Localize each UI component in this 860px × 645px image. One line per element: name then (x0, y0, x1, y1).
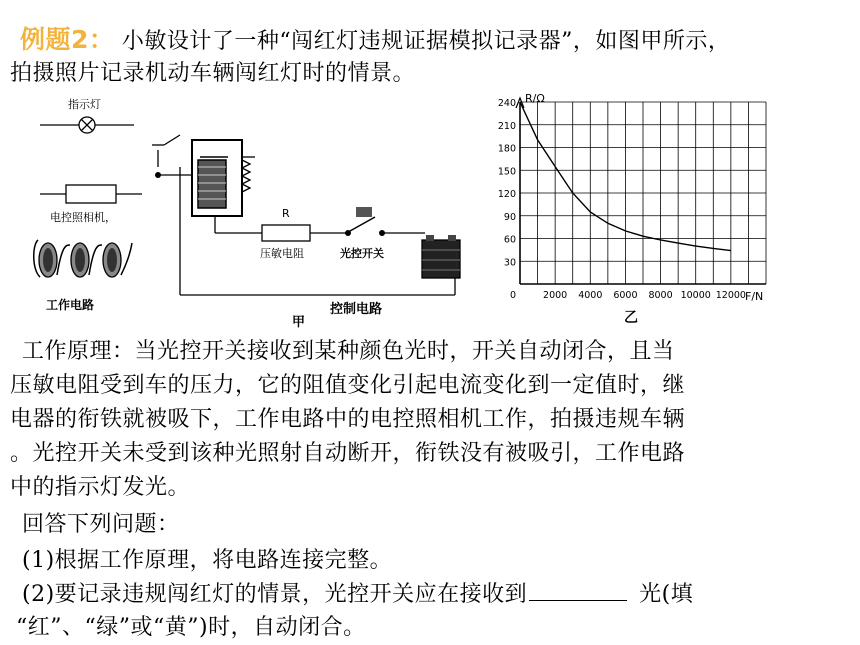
circuit-diagram (30, 95, 500, 330)
relay-symbol (152, 135, 255, 216)
control-circuit-label: 控制电路 (330, 302, 383, 317)
chart-x-label: F/N (745, 290, 764, 303)
question-intro-text: 小敏设计了一种“闯红灯违规证据模拟记录器”，如图甲所示， (121, 29, 731, 54)
x-tick-label: 10000 (680, 290, 711, 301)
x-tick-label: 2000 (543, 290, 568, 301)
x-tick-label: 4000 (578, 290, 603, 301)
question-label: 例题2： (20, 25, 115, 54)
principle-line-5: 中的指示灯发光。 (10, 475, 191, 500)
control-circuit-wires (180, 210, 455, 295)
answer-blank[interactable] (529, 580, 627, 601)
y-tick-label: 90 (503, 211, 516, 223)
camera-label: 电控照相机， (50, 211, 116, 224)
y-tick-label: 120 (497, 189, 516, 200)
chart-grid (516, 98, 766, 284)
principle-line-3: 电器的衔铁就被吸下，工作电路中的电控照相机工作，拍摄违规车辆 (10, 407, 686, 432)
switch-label: 光控开关 (340, 247, 384, 260)
indicator-label: 指示灯 (68, 98, 101, 111)
question-intro-line-1 (20, 26, 730, 56)
pressure-resistor-symbol (260, 207, 310, 260)
x-tick-label: 0 (509, 290, 516, 301)
y-tick-label: 60 (503, 234, 516, 246)
principle-line-1: 工作原理：当光控开关接收到某种颜色光时，开关自动闭合，且当 (22, 339, 675, 364)
light-switch-symbol (340, 207, 385, 260)
control-battery-symbol (422, 235, 460, 278)
x-tick-label: 12000 (715, 290, 746, 301)
principle-line-2: 压敏电阻受到车的压力，它的阻值变化引起电流变化到一定值时，继 (10, 373, 686, 398)
y-tick-label: 180 (497, 143, 516, 155)
y-tick-label: 240 (497, 98, 516, 109)
y-tick-label: 210 (497, 120, 516, 132)
question-2-line-1 (22, 580, 693, 609)
x-tick-label: 8000 (648, 290, 673, 301)
camera-symbol (40, 185, 142, 224)
chart-y-label: R/Ω (525, 92, 545, 105)
question-2-line-2: “红”、“绿”或“黄”)时，自动闭合。 (16, 615, 366, 640)
resistor-label: 压敏电阻 (260, 247, 304, 260)
answer-prompt: 回答下列问题： (22, 512, 180, 537)
question-2-text: (2)要记录违规闯红灯的情景，光控开关应在接收到 (22, 582, 528, 607)
work-circuit-battery (34, 240, 132, 312)
chart-x-ticks (510, 290, 746, 301)
x-tick-label: 6000 (613, 290, 638, 301)
figure-jia-caption: 甲 (292, 315, 306, 330)
principle-line-4: 。光控开关未受到该种光照射自动断开，衔铁没有被吸引，工作电路 (10, 441, 686, 466)
resistance-force-chart (488, 92, 778, 328)
figure-yi-caption: 乙 (624, 310, 638, 326)
work-circuit-label: 工作电路 (46, 298, 95, 312)
resistor-symbol-text: R (282, 207, 290, 220)
chart-y-ticks (498, 98, 516, 268)
y-tick-label: 150 (497, 166, 516, 178)
question-2-suffix: 光(填 (639, 582, 694, 607)
y-tick-label: 30 (503, 257, 516, 269)
question-1: (1)根据工作原理，将电路连接完整。 (22, 548, 393, 573)
indicator-lamp-symbol (40, 97, 134, 133)
question-intro-line-2: 拍摄照片记录机动车辆闯红灯时的情景。 (10, 61, 416, 86)
